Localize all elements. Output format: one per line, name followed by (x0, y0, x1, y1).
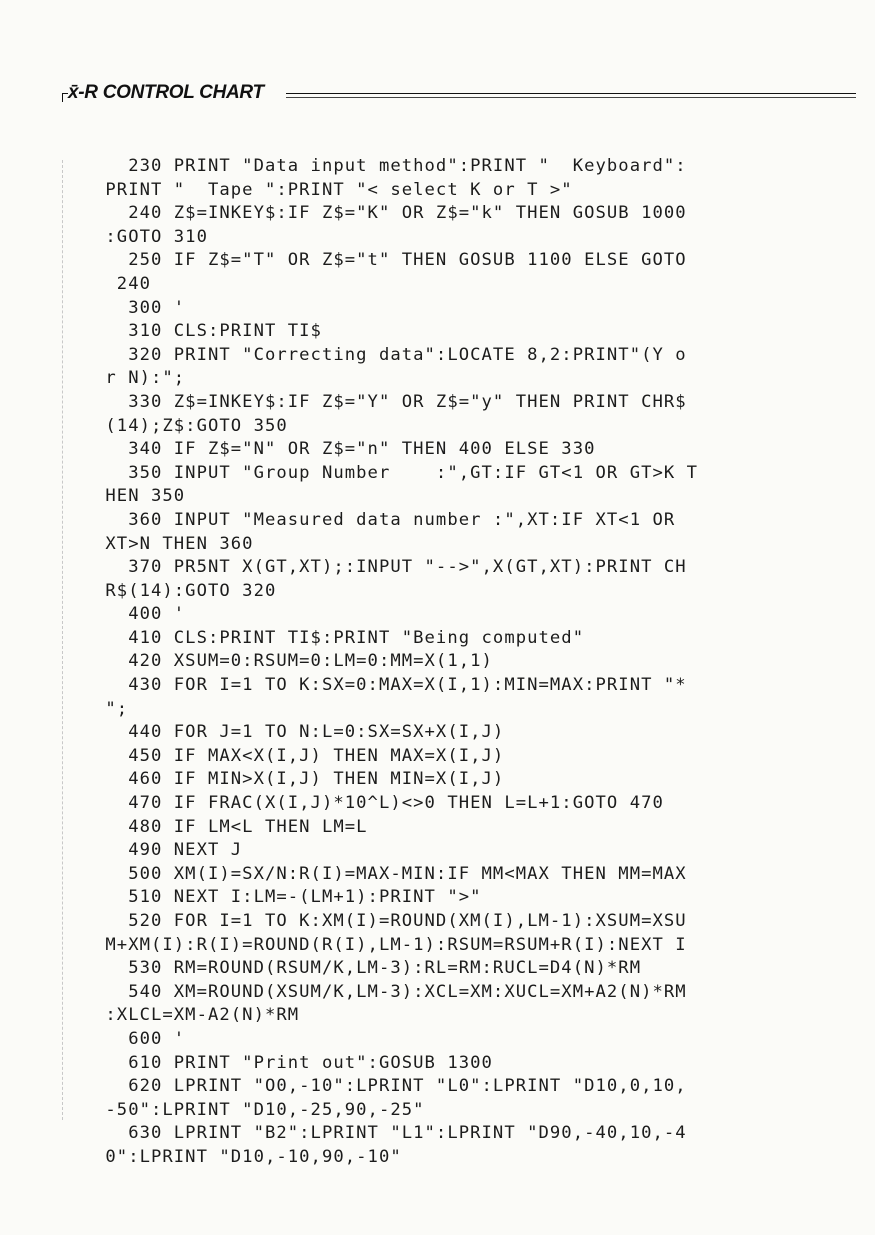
code-line: XT>N THEN 360 (94, 533, 254, 554)
code-line: 600 ' (94, 1028, 186, 1049)
code-line: 330 Z$=INKEY$:IF Z$="Y" OR Z$="y" THEN PRINT CHR$ (94, 391, 687, 412)
margin-guide (62, 160, 63, 1120)
page-header (62, 82, 856, 104)
code-line: 530 RM=ROUND(RSUM/K,LM-3):RL=RM:RUCL=D4(N)*RM (94, 958, 642, 979)
code-line: 240 Z$=INKEY$:IF Z$="K" OR Z$="k" THEN GOSUB 1000 (94, 203, 687, 224)
code-line: 310 CLS:PRINT TI$ (94, 321, 322, 342)
code-line: 420 XSUM=0:RSUM=0:LM=0:MM=X(1,1) (94, 651, 493, 672)
code-line: 630 LPRINT "B2":LPRINT "L1":LPRINT "D90,-40,10,-4 (94, 1123, 687, 1144)
code-line: 360 INPUT "Measured data number :",XT:IF XT<1 OR (94, 509, 676, 530)
code-line: 510 NEXT I:LM=-(LM+1):PRINT ">" (94, 887, 482, 908)
code-listing (94, 155, 846, 1170)
code-line: 240 (94, 273, 151, 294)
code-line: r N):"; (94, 368, 186, 389)
code-line: M+XM(I):R(I)=ROUND(R(I),LM-1):RSUM=RSUM+R(I):NEXT I (94, 934, 687, 955)
code-line: R$(14):GOTO 320 (94, 580, 277, 601)
code-line: :XLCL=XM-A2(N)*RM (94, 1005, 300, 1026)
code-line: HEN 350 (94, 486, 186, 507)
code-line: 340 IF Z$="N" OR Z$="n" THEN 400 ELSE 330 (94, 439, 596, 460)
code-line: 430 FOR I=1 TO K:SX=0:MAX=X(I,1):MIN=MAX:PRINT "* (94, 675, 687, 696)
code-line: 520 FOR I=1 TO K:XM(I)=ROUND(XM(I),LM-1):XSUM=XSU (94, 911, 687, 931)
code-line: 0":LPRINT "D10,-10,90,-10" (94, 1146, 402, 1167)
code-line: 370 PR5NT X(GT,XT);:INPUT "-->",X(GT,XT):PRINT CH (94, 557, 687, 578)
code-line: :GOTO 310 (94, 226, 208, 247)
code-line: PRINT " Tape ":PRINT "< select K or T >" (94, 179, 573, 200)
code-line: (14);Z$:GOTO 350 (94, 415, 288, 436)
code-line: 230 PRINT "Data input method":PRINT " Keyboard": (94, 156, 687, 176)
code-line: 610 PRINT "Print out":GOSUB 1300 (94, 1052, 493, 1073)
code-line: 450 IF MAX<X(I,J) THEN MAX=X(I,J) (94, 745, 505, 766)
code-line: 440 FOR J=1 TO N:L=0:SX=SX+X(I,J) (94, 722, 505, 743)
code-line: 320 PRINT "Correcting data":LOCATE 8,2:PRINT"(Y o (94, 344, 687, 365)
code-line: 470 IF FRAC(X(I,J)*10^L)<>0 THEN L=L+1:GOTO 470 (94, 793, 664, 814)
code-line: 350 INPUT "Group Number :",GT:IF GT<1 OR GT>K T (94, 462, 699, 483)
code-line: "; (94, 698, 129, 719)
header-rule (286, 93, 856, 94)
header-rule-thin (286, 97, 856, 98)
code-line: 460 IF MIN>X(I,J) THEN MIN=X(I,J) (94, 769, 505, 790)
code-line: 250 IF Z$="T" OR Z$="t" THEN GOSUB 1100 ELSE GOTO (94, 250, 687, 271)
code-line: 300 ' (94, 297, 186, 318)
code-line: 410 CLS:PRINT TI$:PRINT "Being computed" (94, 627, 585, 648)
code-line: -50":LPRINT "D10,-25,90,-25" (94, 1099, 425, 1120)
code-line: 400 ' (94, 604, 186, 625)
code-line: 620 LPRINT "O0,-10":LPRINT "L0":LPRINT "D10,0,10, (94, 1076, 687, 1097)
code-line: 500 XM(I)=SX/N:R(I)=MAX-MIN:IF MM<MAX THEN MM=MAX (94, 863, 687, 884)
header-title: x̄-R CONTROL CHART (68, 82, 264, 103)
code-line: 480 IF LM<L THEN LM=L (94, 816, 368, 837)
code-line: 540 XM=ROUND(XSUM/K,LM-3):XCL=XM:XUCL=XM+A2(N)*RM (94, 981, 687, 1002)
code-line: 490 NEXT J (94, 840, 243, 861)
